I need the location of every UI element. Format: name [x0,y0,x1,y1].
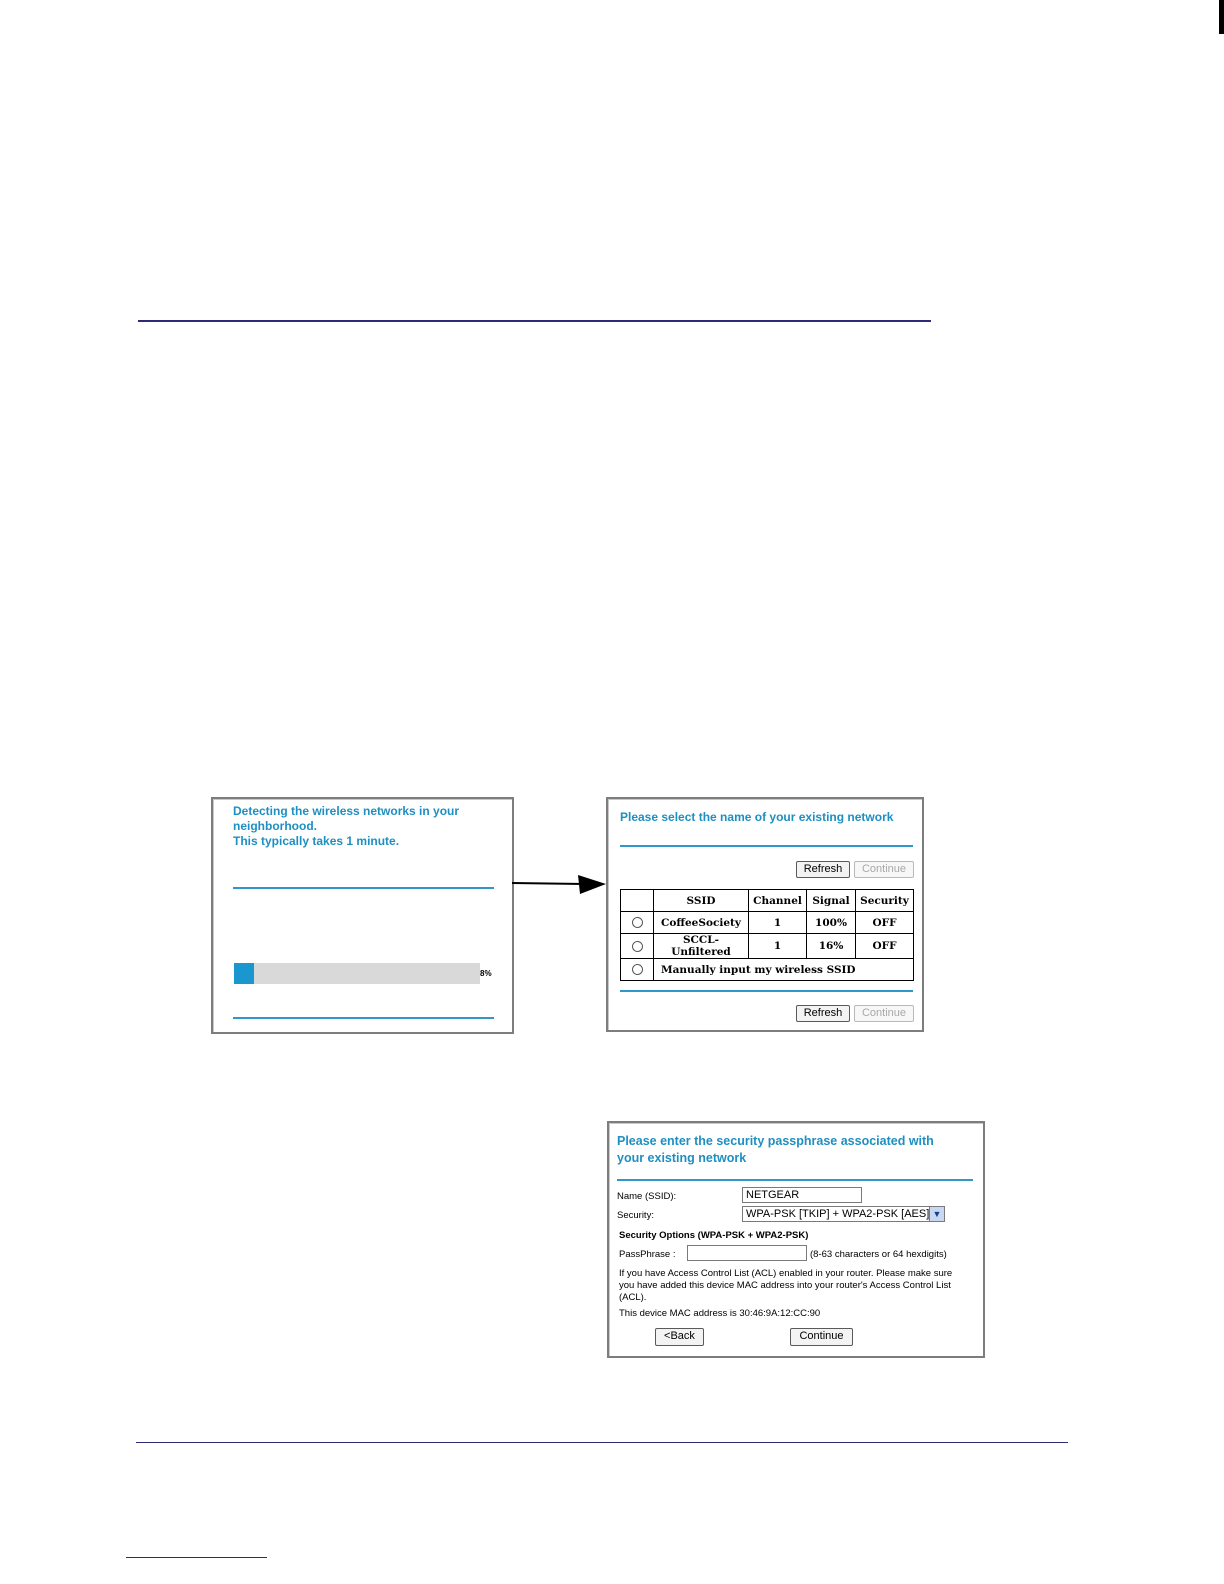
passphrase-hint: (8-63 characters or 64 hexdigits) [810,1249,947,1260]
signal-cell: 16% [807,934,856,959]
ssid-cell: SCCL-Unfiltered [654,934,749,959]
select-divider-bottom [620,990,913,992]
scan-progress-track [234,963,480,984]
select-divider-top [620,845,913,847]
security-cell: OFF [856,912,914,934]
passphrase-screen [607,1121,985,1358]
select-network-heading: Please select the name of your existing network [620,810,894,824]
detecting-heading-line2: neighborhood. [233,819,317,833]
column-header-security: Security [856,890,914,912]
detecting-heading-line1: Detecting the wireless networks in your [233,804,460,818]
scan-progress-percent: 8% [480,969,492,978]
select-network-screen [606,797,924,1032]
security-cell: OFF [856,934,914,959]
detecting-screen [211,797,514,1034]
network-radio-coffeesociety[interactable] [632,917,643,928]
refresh-button-bottom[interactable]: Refresh [796,1005,850,1022]
security-options-heading: Security Options (WPA-PSK + WPA2-PSK) [619,1230,809,1241]
mac-address-line: This device MAC address is 30:46:9A:12:CC:90 [619,1308,821,1319]
channel-cell: 1 [749,912,807,934]
column-header-signal: Signal [807,890,856,912]
page-edge-mark [1219,0,1224,34]
table-row [621,912,914,934]
manual-ssid-option: Manually input my wireless SSID [654,959,914,981]
acl-note-line2: you have added this device MAC address into your router's Access Control List [619,1280,951,1291]
passphrase-heading [617,1133,934,1167]
detecting-heading-line3: This typically takes 1 minute. [233,834,400,848]
passphrase-label: PassPhrase : [619,1249,676,1260]
continue-button[interactable]: Continue [854,861,914,878]
signal-cell: 100% [807,912,856,934]
ssid-cell: CoffeeSociety [654,912,749,934]
manual-ssid-radio[interactable] [632,964,643,975]
acl-note [619,1268,952,1304]
acl-note-line1: If you have Access Control List (ACL) enabled in your router. Please make sure [619,1268,953,1279]
flow-arrow [510,872,610,896]
detecting-divider-bottom [233,1017,494,1019]
continue-button-bottom[interactable]: Continue [854,1005,914,1022]
security-select[interactable] [742,1206,945,1222]
refresh-button[interactable]: Refresh [796,861,850,878]
footer-rule [136,1442,1068,1443]
chevron-down-icon[interactable]: ▼ [929,1207,944,1221]
table-row [621,959,914,981]
passphrase-heading-line1: Please enter the security passphrase associated with [617,1134,934,1148]
passphrase-divider [617,1179,973,1181]
detecting-heading [233,804,459,849]
passphrase-input[interactable] [687,1245,807,1261]
acl-note-line3: (ACL). [619,1292,647,1303]
security-label: Security: [617,1210,654,1221]
passphrase-heading-line2: your existing network [617,1151,747,1165]
continue-button-passphrase[interactable]: Continue [790,1328,853,1346]
column-header-ssid: SSID [654,890,749,912]
footer-short-rule [126,1557,267,1558]
detecting-divider-top [233,887,494,889]
column-header-channel: Channel [749,890,807,912]
header-rule [138,320,931,322]
select-column-header [621,890,654,912]
channel-cell: 1 [749,934,807,959]
table-header-row [621,890,914,912]
table-row [621,934,914,959]
ssid-input[interactable]: NETGEAR [742,1187,862,1203]
back-button[interactable]: <Back [655,1328,704,1346]
network-radio-sccl-unfiltered[interactable] [632,941,643,952]
security-select-value: WPA-PSK [TKIP] + WPA2-PSK [AES] [746,1208,930,1220]
network-table [620,889,914,981]
ssid-label: Name (SSID): [617,1191,677,1202]
scan-progress-fill [234,963,254,984]
